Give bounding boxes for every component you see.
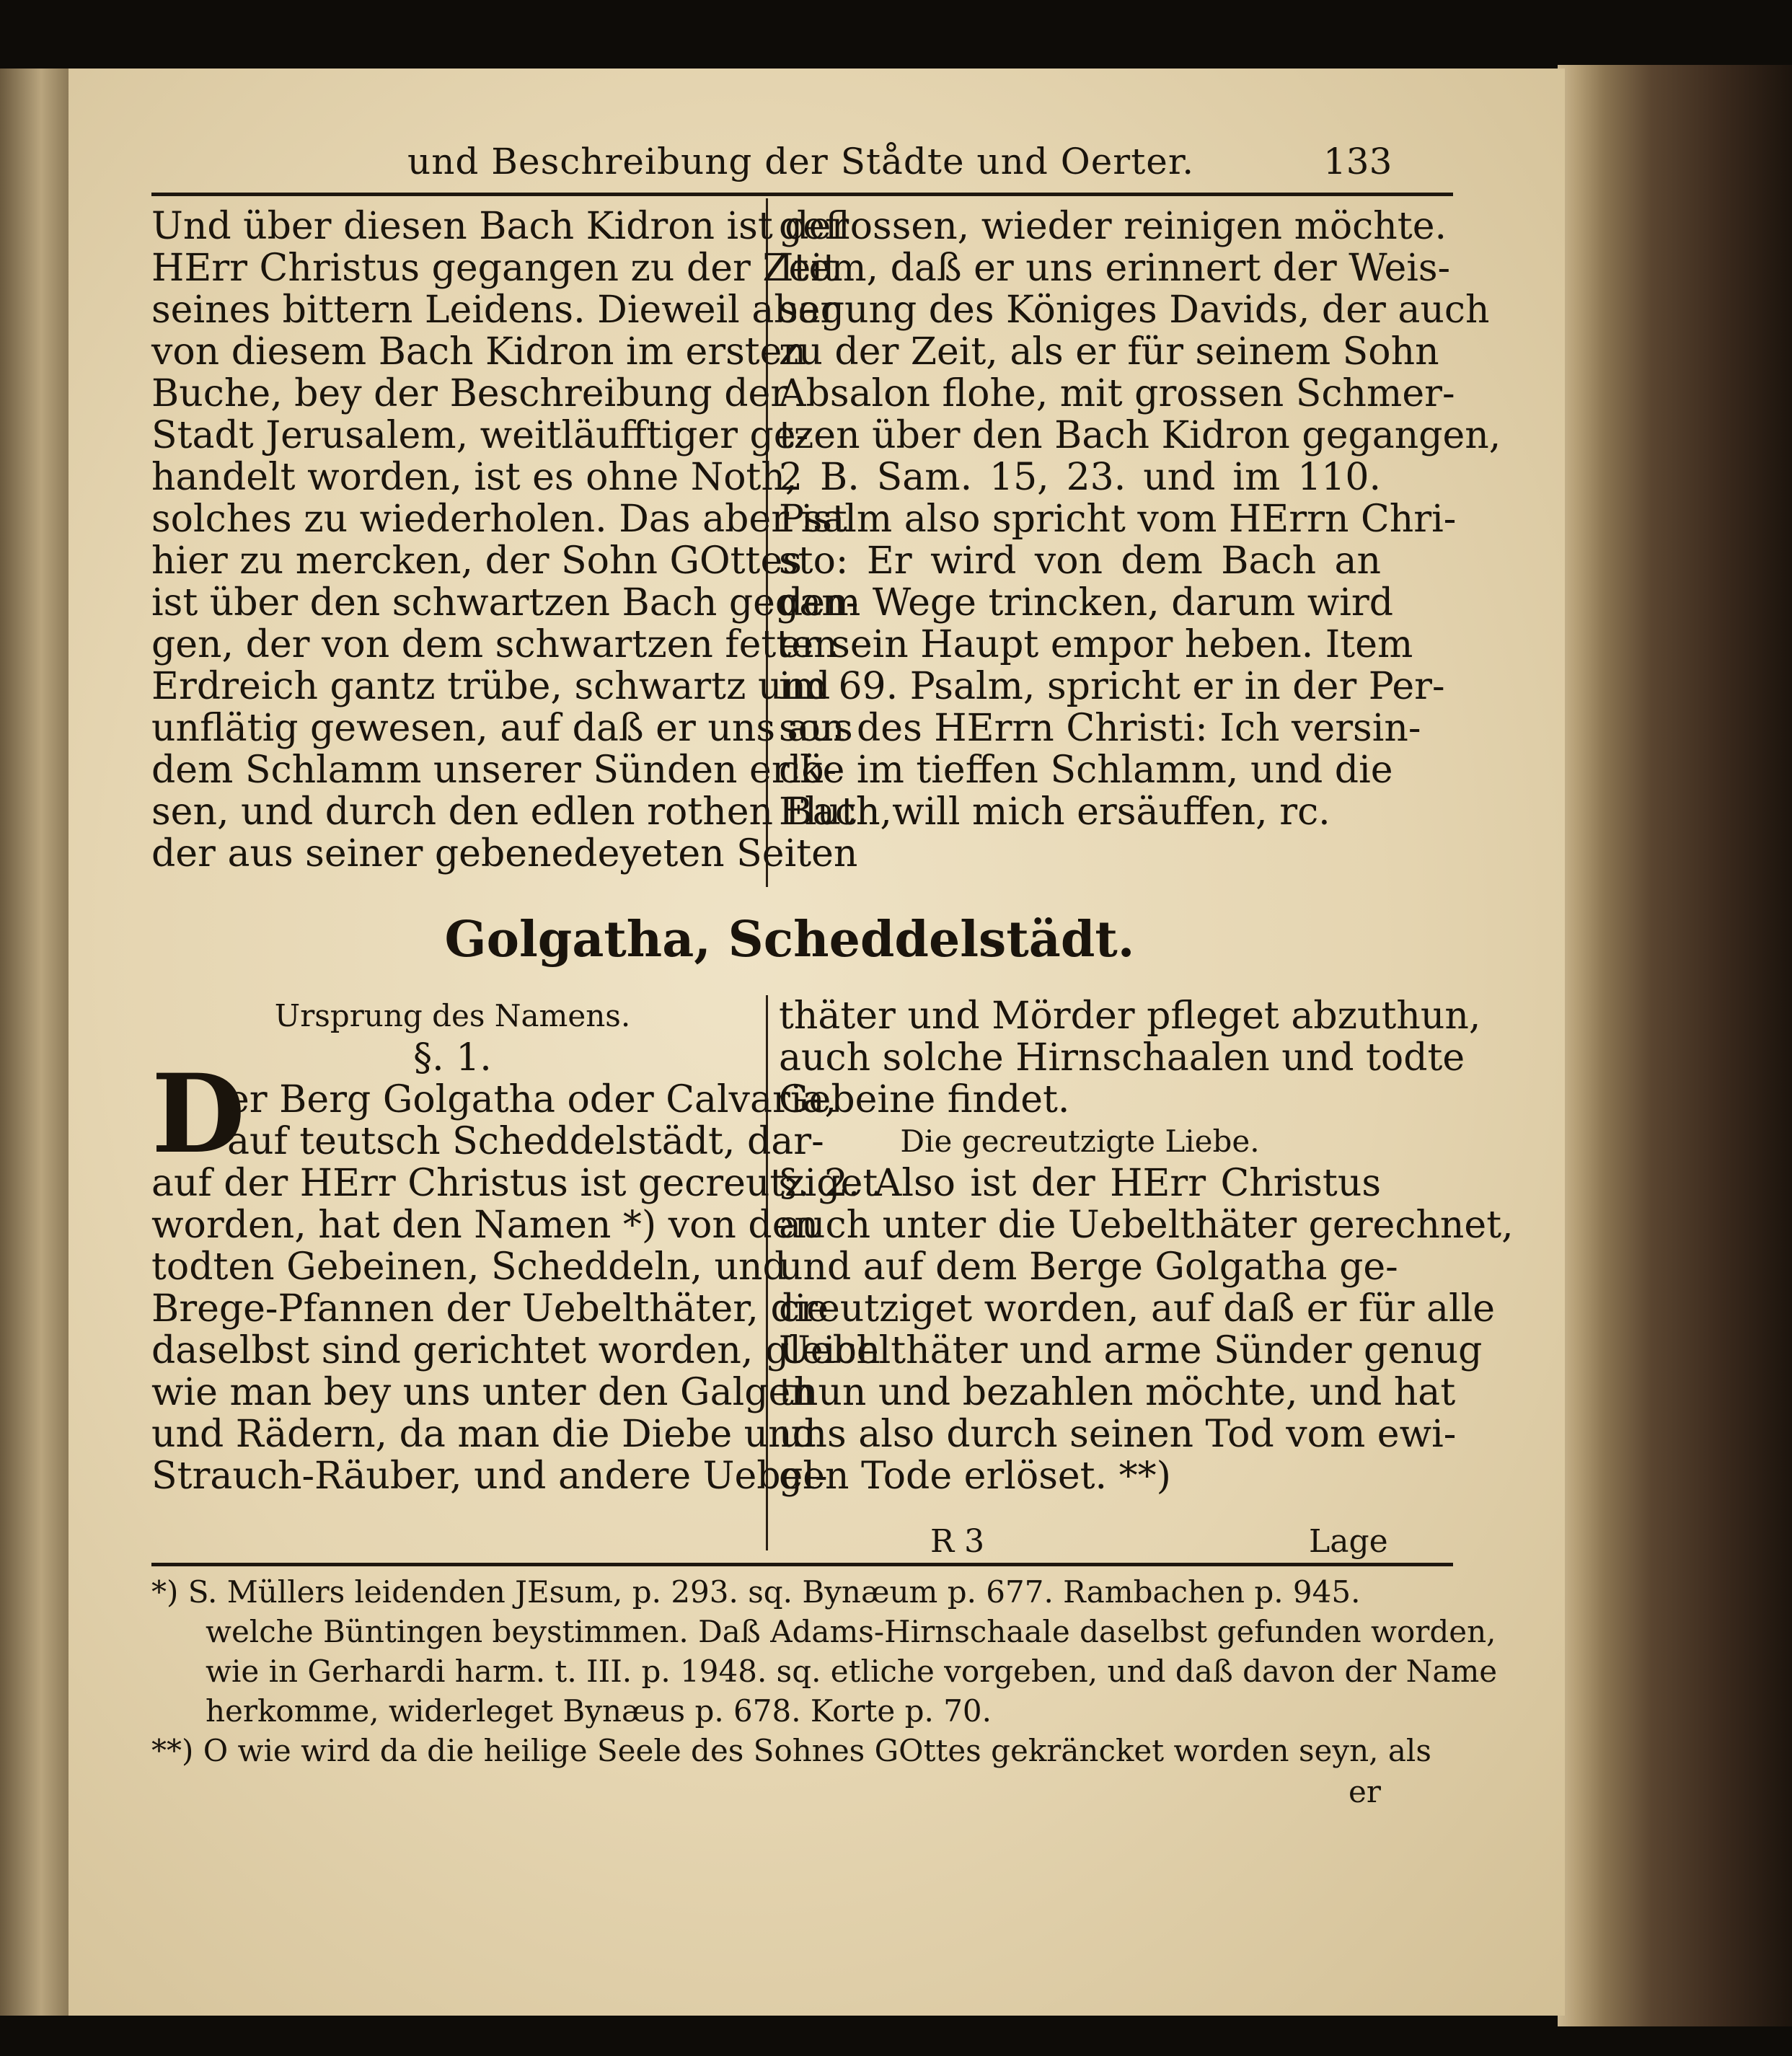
text-line: son des HErrn Christi: Ich versin- xyxy=(779,707,1421,750)
page-number: 133 xyxy=(1323,141,1392,182)
text-line: von diesem Bach Kidron im ersten xyxy=(151,330,806,374)
top-left-column xyxy=(151,205,892,875)
text-line: im 69. Psalm, spricht er in der Per- xyxy=(779,665,1445,708)
catchword: Lage xyxy=(1309,1523,1388,1560)
text-line: gen, der von dem schwartzen fetten xyxy=(151,623,838,666)
text-line: uns also durch seinen Tod vom ewi- xyxy=(779,1413,1457,1456)
text-line: er sein Haupt empor heben. Item xyxy=(779,623,1413,666)
text-line: 2 B. Sam. 15, 23. und im 110. xyxy=(779,456,1381,499)
text-line: seines bittern Leidens. Dieweil aber xyxy=(151,288,839,332)
text-line: zu der Zeit, als er für seinem Sohn xyxy=(779,330,1439,374)
text-line: auf der HErr Christus ist gecreutziget xyxy=(151,1162,878,1205)
text-line: creutziget worden, auf daß er für alle xyxy=(779,1287,1496,1331)
text-line: Item, daß er uns erinnert der Weis- xyxy=(779,247,1451,290)
text-line: wie man bey uns unter den Galgen xyxy=(151,1371,815,1414)
text-line: sto: Er wird von dem Bach an xyxy=(779,539,1381,583)
text-line: Strauch-Räuber, und andere Uebel- xyxy=(151,1455,828,1498)
text-line: ist über den schwartzen Bach gegan- xyxy=(151,581,859,625)
text-line: Brege-Pfannen der Uebelthäter, die xyxy=(151,1287,829,1331)
bottom-left-text xyxy=(151,1078,880,1498)
text-line: todten Gebeinen, Scheddeln, und xyxy=(151,1245,787,1289)
text-line: der aus seiner gebenedeyeten Seiten xyxy=(151,832,858,875)
text-line: er Berg Golgatha oder Calvaria, xyxy=(227,1078,837,1121)
text-line: tzen über den Bach Kidron gegangen, xyxy=(779,414,1501,457)
text-line: sen, und durch den edlen rothen Bach, xyxy=(151,790,892,834)
text-line: Absalon flohe, mit grossen Schmer- xyxy=(779,372,1455,415)
paragraph-mark: §. 1. xyxy=(413,1036,492,1080)
text-line: Gebeine findet. xyxy=(779,1078,1070,1121)
footnote-line: **) O wie wird da die heilige Seele des Sohnes GOttes gekräncket worden seyn, als xyxy=(151,1733,1431,1768)
text-line: daselbst sind gerichtet worden, gleich xyxy=(151,1329,880,1372)
subheading-love: Die gecreutzigte Liebe. xyxy=(900,1124,1260,1159)
subheading-origin: Ursprung des Namens. xyxy=(274,998,631,1033)
text-line: Und über diesen Bach Kidron ist der xyxy=(151,205,849,248)
footnote-line: wie in Gerhardi harm. t. III. p. 1948. sq. etliche vorgeben, und daß davon der Name xyxy=(206,1654,1498,1689)
text-line: unflätig gewesen, auf daß er uns aus xyxy=(151,707,853,750)
text-line: und auf dem Berge Golgatha ge- xyxy=(779,1245,1398,1289)
text-line: handelt worden, ist es ohne Noth, xyxy=(151,456,798,499)
text-line: auch solche Hirnschaalen und todte xyxy=(779,1036,1465,1080)
text-line: hier zu mercken, der Sohn GOttes xyxy=(151,539,802,583)
text-line: sagung des Königes Davids, der auch xyxy=(779,288,1490,332)
footnote-catchword: er xyxy=(1349,1774,1381,1809)
signature-mark: R 3 xyxy=(930,1523,985,1560)
text-line: dem Wege trincken, darum wird xyxy=(779,581,1394,625)
top-right-column xyxy=(779,205,1501,834)
text-line: Buche, bey der Beschreibung der xyxy=(151,372,789,415)
text-line: Psalm also spricht vom HErrn Chri- xyxy=(779,498,1457,541)
text-line: und Rädern, da man die Diebe und xyxy=(151,1413,816,1456)
text-line: §. 2. Also ist der HErr Christus xyxy=(779,1162,1381,1205)
footnote-line: *) S. Müllers leidenden JEsum, p. 293. sq. Bynæum p. 677. Rambachen p. 945. xyxy=(151,1574,1361,1610)
book-page xyxy=(69,69,1565,2016)
text-line: gen Tode erlöset. **) xyxy=(779,1455,1171,1498)
bottom-right-column xyxy=(779,994,1514,1498)
text-line: thun und bezahlen möchte, und hat xyxy=(779,1371,1456,1414)
drop-cap: D xyxy=(151,1051,246,1178)
text-line: solches zu wiederholen. Das aber ist xyxy=(151,498,847,541)
footnotes xyxy=(151,1572,1498,1770)
text-line: Fluth will mich ersäuffen, rc. xyxy=(779,790,1330,834)
section-title: Golgatha, Scheddelstädt. xyxy=(444,911,1135,969)
text-line: geflossen, wieder reinigen möchte. xyxy=(779,205,1447,248)
left-page-edge xyxy=(0,69,69,2016)
footnote-rule xyxy=(151,1563,1453,1566)
running-head: und Beschreibung der Stådte und Oerter. xyxy=(407,141,1195,182)
book-fore-edge xyxy=(1558,65,1792,2026)
text-line: worden, hat den Namen *) von den xyxy=(151,1204,818,1247)
text-line: dem Schlamm unserer Sünden erlö- xyxy=(151,749,837,792)
footnote-line: welche Büntingen beystimmen. Daß Adams-Hirnschaale daselbst gefunden worden, xyxy=(206,1614,1496,1649)
header-rule xyxy=(151,193,1453,196)
text-line: Uebelthäter und arme Sünder genug xyxy=(779,1329,1483,1372)
text-line: cke im tieffen Schlamm, und die xyxy=(779,749,1393,792)
text-line: auch unter die Uebelthäter gerechnet, xyxy=(779,1204,1514,1247)
text-line: Stadt Jerusalem, weitläufftiger ge- xyxy=(151,414,809,457)
text-line: HErr Christus gegangen zu der Zeit xyxy=(151,247,838,290)
footnote-line: herkomme, widerleget Bynæus p. 678. Korte p. 70. xyxy=(206,1693,992,1729)
text-line: thäter und Mörder pfleget abzuthun, xyxy=(779,994,1481,1038)
text-line: Erdreich gantz trübe, schwartz und xyxy=(151,665,831,708)
text-line: auf teutsch Scheddelstädt, dar- xyxy=(227,1120,824,1163)
